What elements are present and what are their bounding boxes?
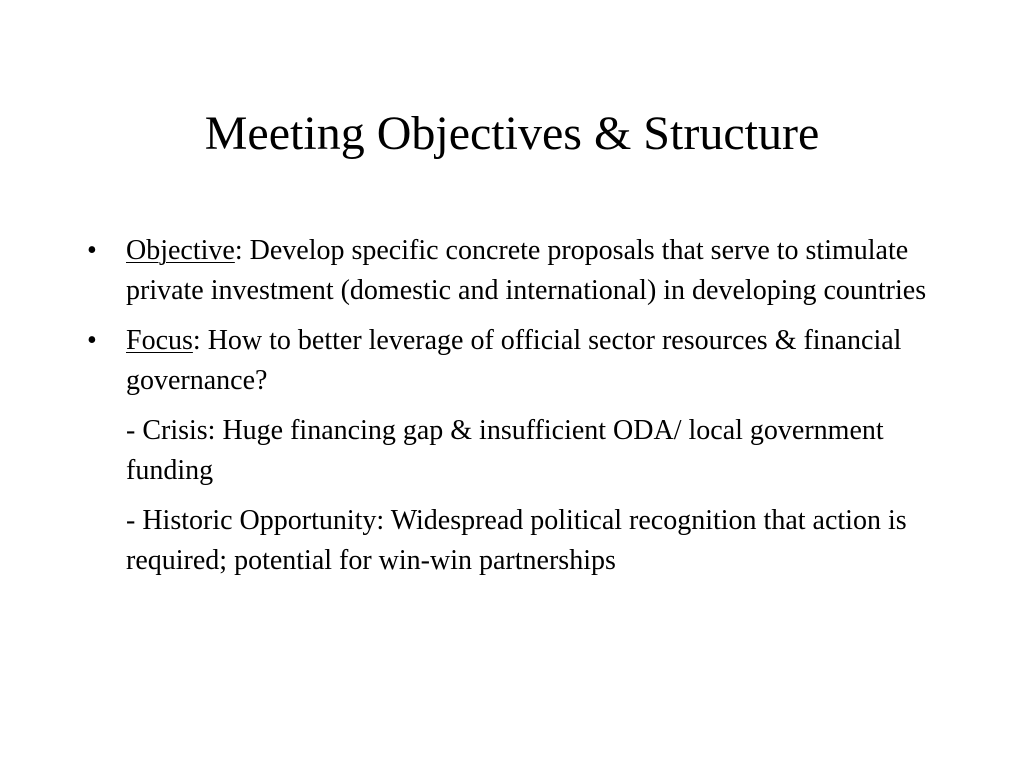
bullet-text-focus: How to better leverage of official sector resources & financial governance? — [126, 325, 902, 396]
bullet-text-objective: Develop specific concrete proposals that serve to stimulate private investment (domestic and international) in developing countries — [126, 235, 927, 306]
bullet-label-focus: Focus — [126, 325, 193, 356]
bullet-label-objective: Objective — [126, 235, 235, 266]
bullet-objective — [83, 231, 943, 311]
bullet-separator: : — [234, 235, 250, 266]
slide-title: Meeting Objectives & Structure — [204, 107, 820, 160]
bullet-symbol: • — [87, 235, 97, 266]
bullet-separator: : — [192, 325, 208, 356]
sub-item-opportunity: - Historic Opportunity: Widespread political recognition that action is required; potential for win-win partnerships — [126, 505, 907, 576]
bullet-symbol: • — [87, 325, 97, 356]
bullet-focus — [83, 321, 943, 401]
slide-content — [83, 231, 943, 591]
sub-item-crisis: - Crisis: Huge financing gap & insufficient ODA/ local government funding — [126, 415, 884, 486]
